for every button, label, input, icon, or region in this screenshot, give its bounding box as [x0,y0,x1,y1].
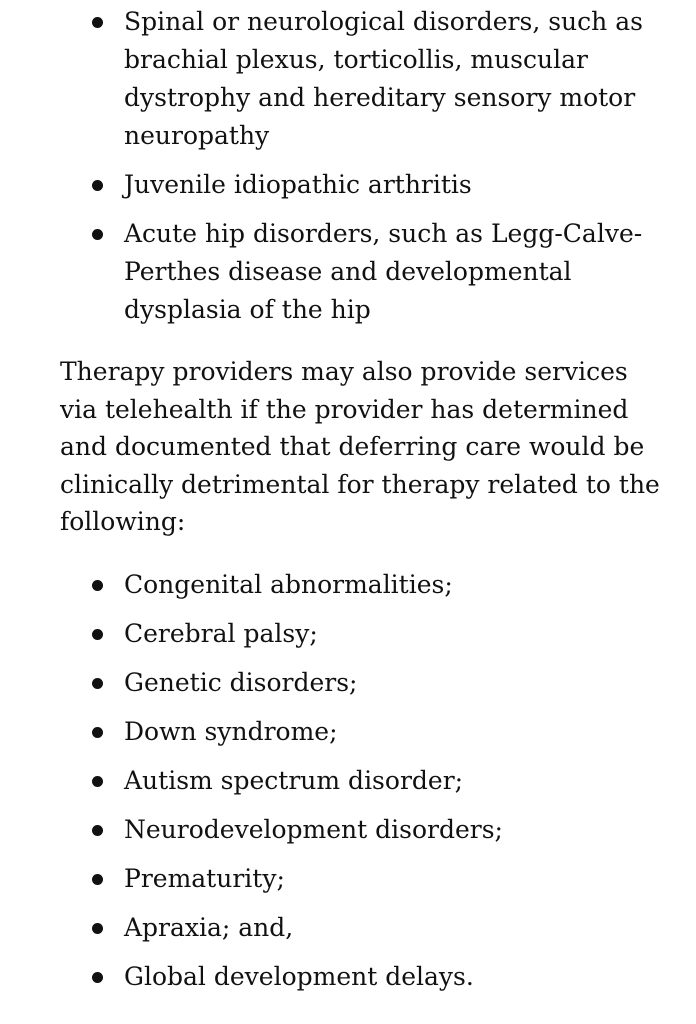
list-item [0,3,696,155]
list-item [0,958,696,996]
bottom-bullet-list [0,566,696,1007]
bullet-icon [92,629,103,640]
list-item-text: Neurodevelopment disorders; [124,815,503,844]
bullet-icon [92,972,103,983]
list-item [0,811,696,849]
list-item [0,860,696,898]
list-item-text: Apraxia; and, [124,913,294,942]
list-item-text: Cerebral palsy; [124,619,318,648]
bullet-icon [92,229,103,240]
bullet-icon [92,580,103,591]
list-item-text: Genetic disorders; [124,668,358,697]
bullet-icon [92,727,103,738]
list-item-text: Global development delays. [124,962,474,991]
top-bullet-list [0,3,696,340]
list-item [0,215,696,329]
list-item-text: Spinal or neurological disorders, such as brachial plexus, torticollis, muscular dystrophy and hereditary sensory motor neuropathy [124,7,643,150]
list-item-text: Down syndrome; [124,717,338,746]
bullet-icon [92,825,103,836]
list-item [0,909,696,947]
list-item [0,566,696,604]
list-item [0,762,696,800]
bullet-icon [92,776,103,787]
list-item-text: Juvenile idiopathic arthritis [124,170,472,199]
bullet-icon [92,17,103,28]
list-item [0,664,696,702]
bullet-icon [92,180,103,191]
list-item [0,166,696,204]
list-item-text: Congenital abnormalities; [124,570,453,599]
bullet-icon [92,874,103,885]
bullet-icon [92,923,103,934]
list-item [0,713,696,751]
list-item-text: Prematurity; [124,864,285,893]
list-item-text: Autism spectrum disorder; [124,766,464,795]
list-item-text: Acute hip disorders, such as Legg-Calve-Perthes disease and developmental dysplasia of the hip [124,219,643,324]
bullet-icon [92,678,103,689]
list-item [0,615,696,653]
body-paragraph: Therapy providers may also provide services via telehealth if the provider has determined and documented that deferring care would be clinically detrimental for therapy related to the following: [60,357,660,536]
